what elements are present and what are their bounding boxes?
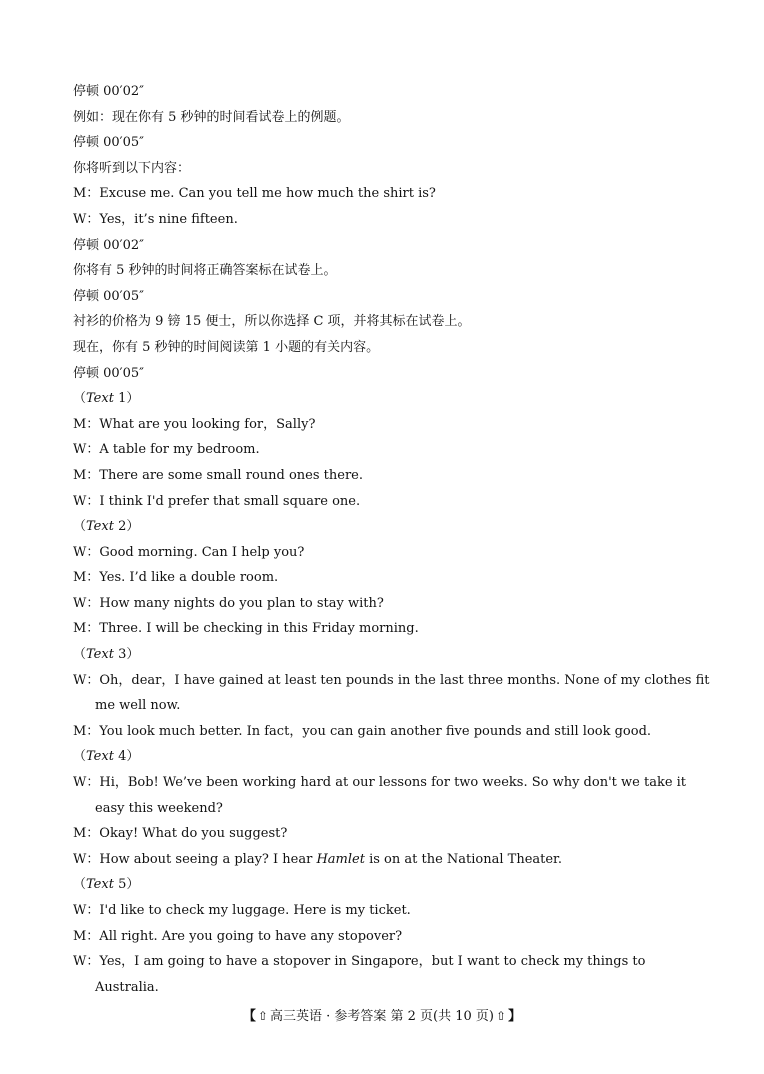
- label-open: （: [73, 519, 87, 535]
- dialogue-line: W：Hi，Bob! We’ve been working hard at our lessons for two weeks. So why don't we take it: [73, 775, 687, 791]
- label-num: 2）: [113, 519, 140, 535]
- footer-open-bracket: 【: [242, 1009, 256, 1024]
- dialogue-line: W：A table for my bedroom.: [73, 442, 260, 458]
- label-text: Text: [86, 391, 114, 407]
- pause-line: 停顿 00′05″: [73, 288, 145, 304]
- transcript-body: [73, 79, 710, 1000]
- label-open: （: [73, 749, 87, 765]
- text-1-label: [73, 386, 695, 412]
- continuation-text: me well now.: [95, 698, 181, 714]
- text-2-label: [73, 514, 695, 540]
- dialogue-line: W：How many nights do you plan to stay with?: [73, 595, 384, 611]
- page-footer: [0, 1006, 764, 1027]
- label-open: （: [73, 877, 87, 893]
- pause-line: 停顿 00′05″: [73, 365, 145, 381]
- dialogue-line-continued: [73, 693, 695, 719]
- dialogue-line-continued: [73, 975, 695, 1001]
- footer-close-bracket: 】: [508, 1009, 522, 1024]
- dialogue-line: M：You look much better. In fact，you can gain another five pounds and still look good.: [73, 723, 652, 739]
- dialogue-line: W：Good morning. Can I help you?: [73, 544, 305, 560]
- label-open: （: [73, 391, 87, 407]
- dialogue-line: M：All right. Are you going to have any stopover?: [73, 928, 403, 944]
- text-5-label: [73, 872, 695, 898]
- turn-text: W：How about seeing a play? I hear: [73, 851, 317, 867]
- label-num: 1）: [113, 391, 140, 407]
- label-text: Text: [86, 519, 114, 535]
- label-text: Text: [86, 877, 114, 893]
- dialogue-line: M：Okay! What do you suggest?: [73, 826, 288, 842]
- dialogue-line: M：Three. I will be checking in this Friday morning.: [73, 621, 419, 637]
- label-num: 4）: [113, 749, 140, 765]
- up-arrow-icon: ⇧: [496, 1009, 507, 1023]
- dialogue-line-continued: [73, 796, 695, 822]
- dialogue-line: M：Excuse me. Can you tell me how much the shirt is?: [73, 186, 436, 202]
- dialogue-line: M：There are some small round ones there.: [73, 467, 363, 483]
- play-title: Hamlet: [316, 851, 365, 867]
- label-open: （: [73, 647, 87, 663]
- up-arrow-icon: ⇧: [257, 1009, 268, 1023]
- label-text: Text: [86, 647, 114, 663]
- pause-line: 停顿 00′02″: [73, 84, 145, 99]
- dialogue-line: W：Yes，I am going to have a stopover in Singapore，but I want to check my things to: [73, 954, 646, 970]
- dialogue-line: W：Oh，dear，I have gained at least ten pounds in the last three months. None of my clothes fit: [73, 672, 710, 688]
- text-4-label: [73, 744, 695, 770]
- dialogue-line: W：I'd like to check my luggage. Here is my ticket.: [73, 903, 411, 918]
- label-num: 5）: [113, 877, 140, 893]
- instruction-line: 衬衫的价格为 9 镑 15 便士，所以你选择 C 项，并将其标在试卷上。: [73, 314, 471, 330]
- dialogue-line: W：I think I'd prefer that small square one.: [73, 493, 361, 509]
- label-num: 3）: [113, 647, 140, 663]
- continuation-text: Australia.: [95, 979, 159, 995]
- instruction-line: 你将有 5 秒钟的时间将正确答案标在试卷上。: [73, 263, 337, 279]
- pause-line: 停顿 00′05″: [73, 135, 145, 151]
- dialogue-line: M：Yes. I’d like a double room.: [73, 570, 279, 586]
- footer-title: 高三英语 · 参考答案 第 2 页(共 10 页): [269, 1009, 494, 1024]
- label-text: Text: [86, 749, 114, 765]
- dialogue-line: W：Yes，it’s nine fifteen.: [73, 211, 238, 227]
- instruction-line: 你将听到以下内容：: [73, 160, 191, 176]
- instruction-line: 例如：现在你有 5 秒钟的时间看试卷上的例题。: [73, 109, 350, 125]
- turn-text: is on at the National Theater.: [364, 851, 562, 867]
- text-3-label: [73, 642, 695, 668]
- continuation-text: easy this weekend?: [95, 800, 223, 816]
- dialogue-line: M：What are you looking for，Sally?: [73, 416, 316, 432]
- instruction-line: 现在，你有 5 秒钟的时间阅读第 1 小题的有关内容。: [73, 339, 380, 355]
- dialogue-line: [73, 847, 695, 873]
- pause-line: 停顿 00′02″: [73, 237, 145, 253]
